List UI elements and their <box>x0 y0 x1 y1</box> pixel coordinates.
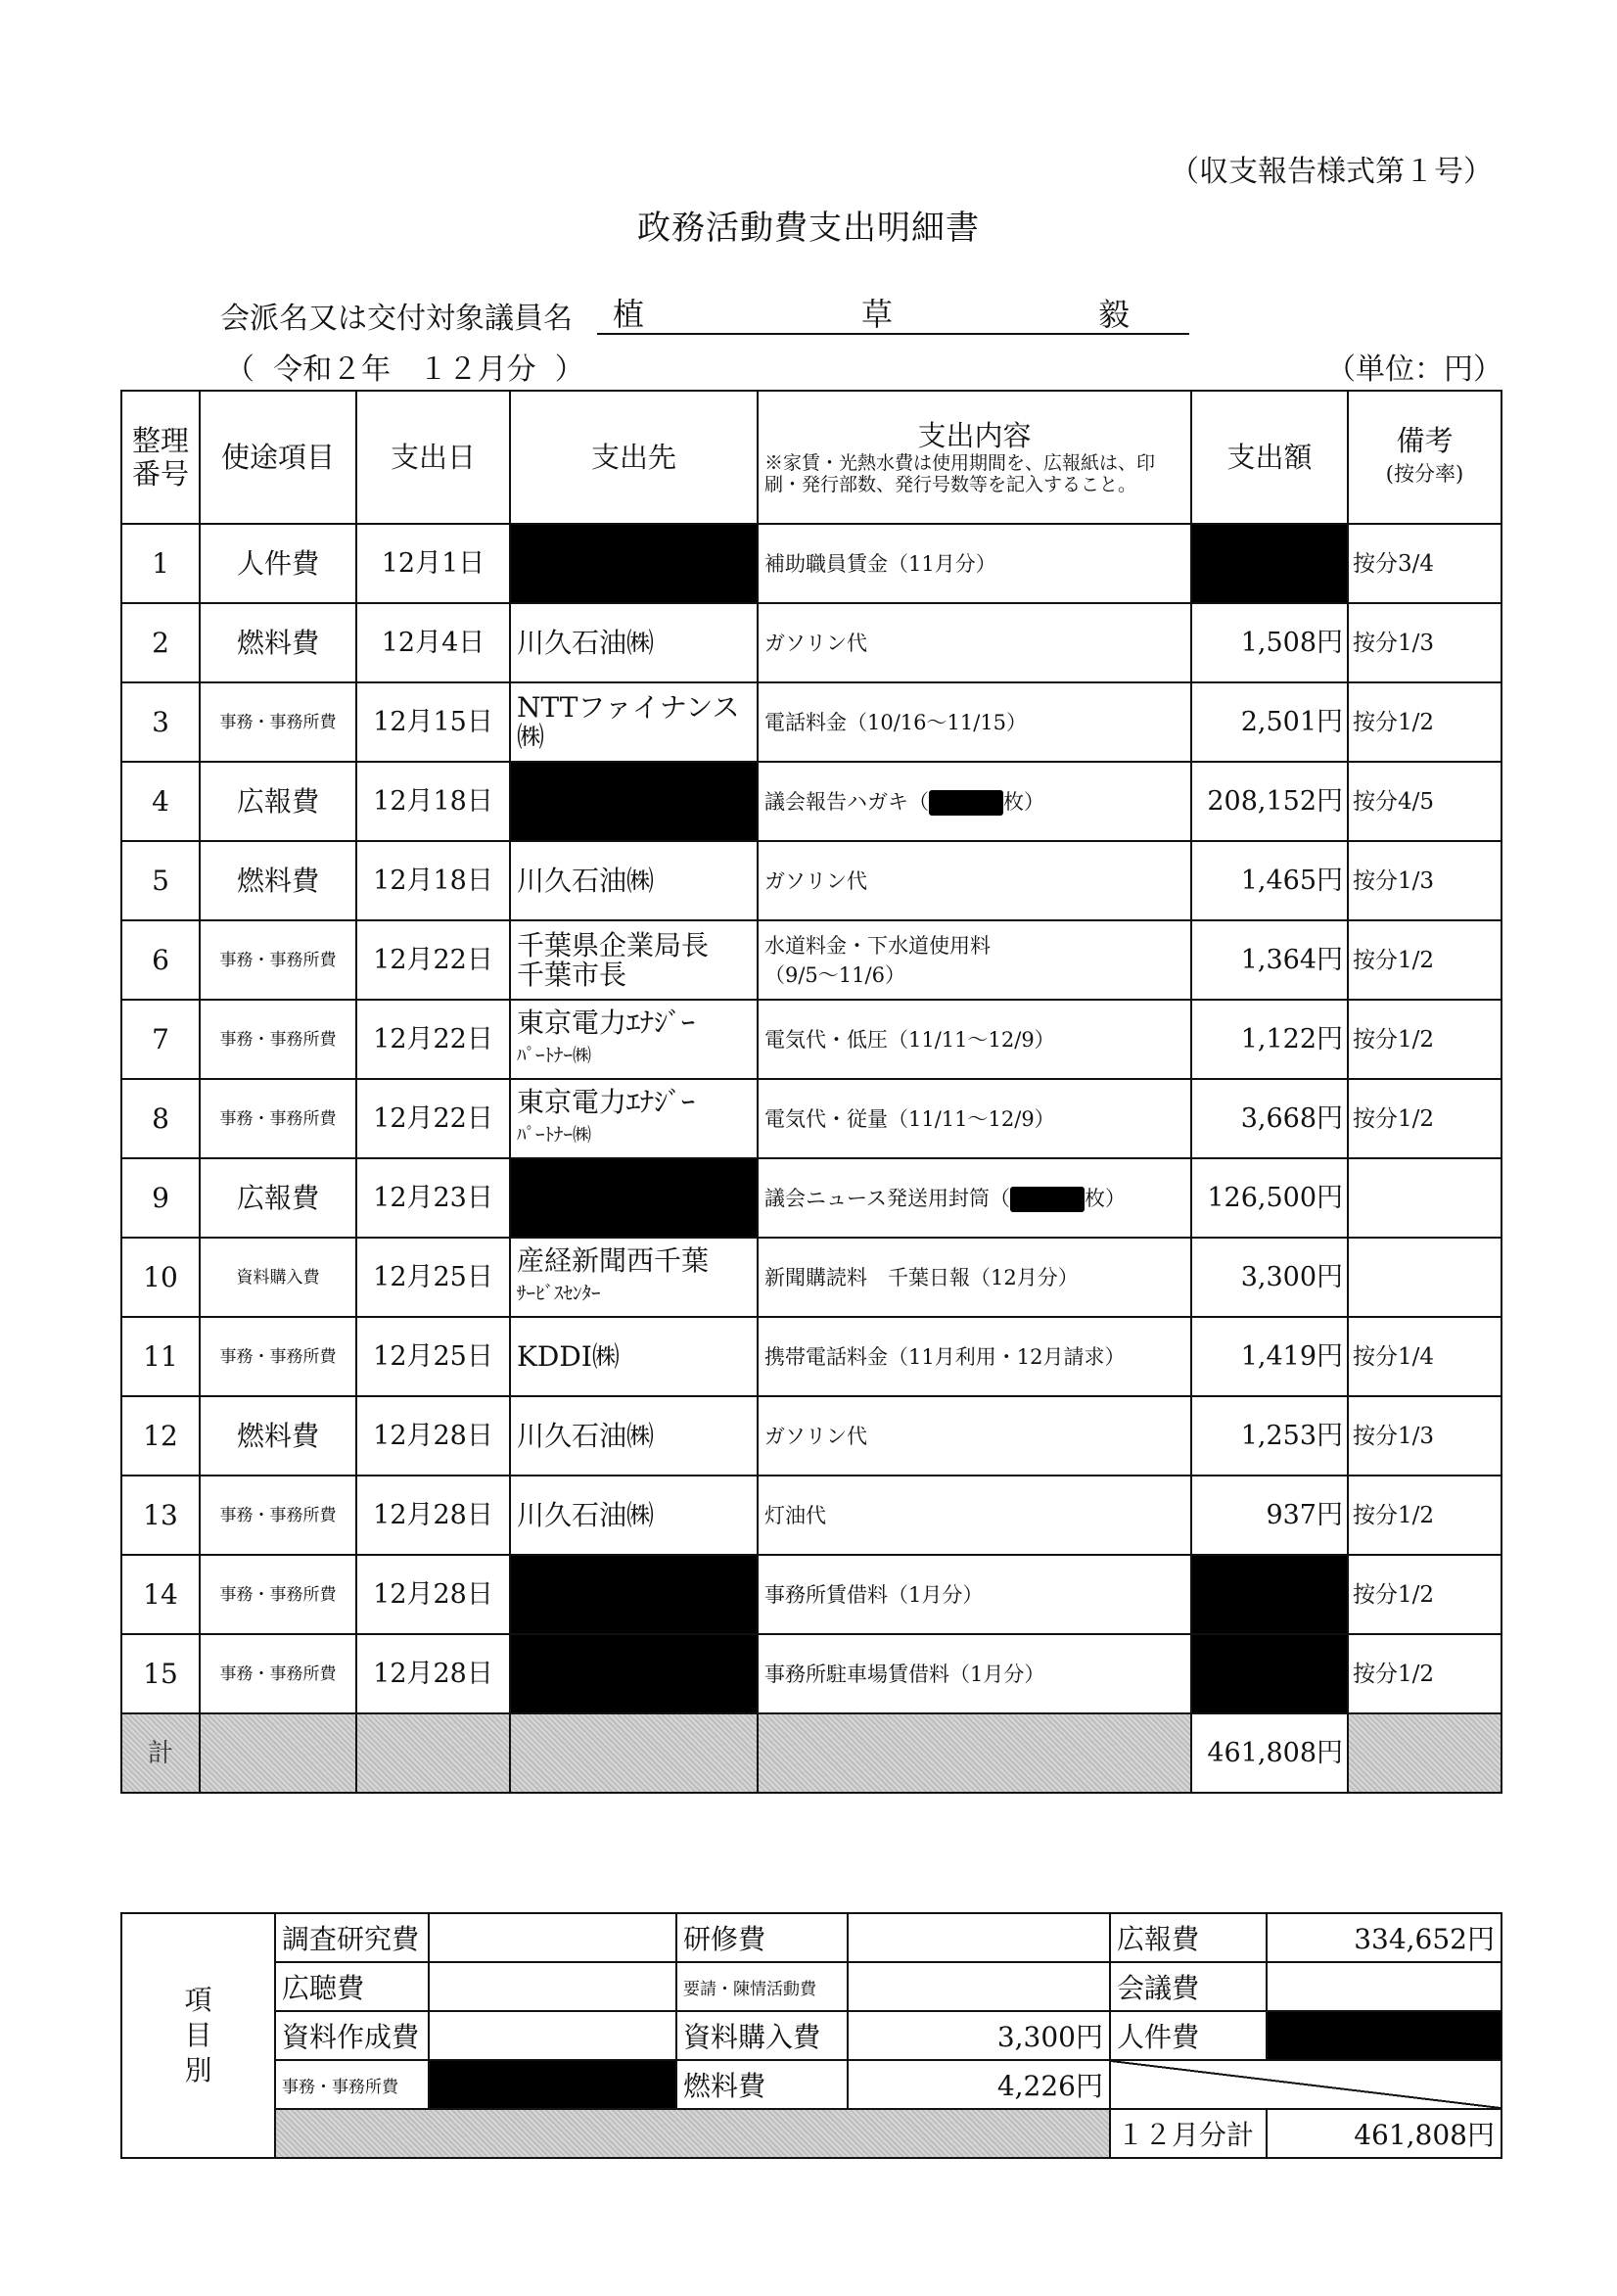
table-row <box>121 524 1502 603</box>
row-number: 14 <box>121 1555 200 1634</box>
summary-label: 事務・事務所費 <box>275 2060 429 2109</box>
row-number: 9 <box>121 1158 200 1238</box>
date-cell: 12月4日 <box>356 603 510 682</box>
remarks-cell: 按分1/2 <box>1348 920 1502 1000</box>
row-number: 5 <box>121 841 200 920</box>
member-name-char-2: 草 <box>861 296 894 333</box>
payee-redacted <box>510 1158 758 1238</box>
date-cell: 12月28日 <box>356 1396 510 1476</box>
payee-line: 産経新聞西千葉 <box>517 1244 710 1277</box>
expense-table <box>120 390 1502 1794</box>
category-summary-table <box>120 1912 1502 2159</box>
row-number: 1 <box>121 524 200 603</box>
payee-line: 千葉県企業局長 <box>517 928 710 961</box>
page-title: 政務活動費支出明細書 <box>637 209 980 248</box>
payee-redacted <box>510 762 758 841</box>
col-header-remarks <box>1348 391 1502 524</box>
col-header-desc <box>758 391 1191 524</box>
category-cell: 事務・事務所費 <box>200 1000 356 1079</box>
remarks-cell <box>1348 1158 1502 1238</box>
desc-cell: ガソリン代 <box>758 841 1191 920</box>
payee-cell: 川久石油㈱ <box>510 841 758 920</box>
table-row <box>121 762 1502 841</box>
amount-cell: 1,419円 <box>1191 1317 1348 1396</box>
row-number: 6 <box>121 920 200 1000</box>
amount-cell: 3,668円 <box>1191 1079 1348 1158</box>
payee-line: 東京電力ｴﾅｼﾞｰ <box>517 1086 696 1118</box>
summary-total-row <box>121 2109 1502 2158</box>
table-row <box>121 682 1502 762</box>
desc-cell <box>758 920 1191 1000</box>
table-row <box>121 1396 1502 1476</box>
desc-text: 枚） <box>1003 789 1044 814</box>
row-number: 10 <box>121 1238 200 1317</box>
summary-row <box>121 1913 1502 1962</box>
remarks-cell: 按分1/2 <box>1348 1000 1502 1079</box>
amount-redacted <box>1191 1634 1348 1713</box>
payee-line: 東京電力ｴﾅｼﾞｰ <box>517 1007 696 1039</box>
member-name <box>597 294 1189 335</box>
summary-total-label: １２月分計 <box>1110 2109 1267 2158</box>
summary-label: 燃料費 <box>676 2060 848 2109</box>
total-shade-cell <box>510 1713 758 1793</box>
date-cell: 12月25日 <box>356 1238 510 1317</box>
remarks-cell: 按分1/3 <box>1348 841 1502 920</box>
row-number: 15 <box>121 1634 200 1713</box>
table-row <box>121 1555 1502 1634</box>
redaction-box <box>929 790 1003 816</box>
summary-label: 資料購入費 <box>676 2011 848 2060</box>
summary-value <box>848 1962 1110 2011</box>
summary-value: 334,652円 <box>1267 1913 1502 1962</box>
date-cell: 12月25日 <box>356 1317 510 1396</box>
payee-cell: 川久石油㈱ <box>510 603 758 682</box>
summary-row <box>121 1962 1502 2011</box>
category-cell: 事務・事務所費 <box>200 1079 356 1158</box>
remarks-cell: 按分1/2 <box>1348 1079 1502 1158</box>
date-cell: 12月1日 <box>356 524 510 603</box>
payee-cell: 川久石油㈱ <box>510 1476 758 1555</box>
form-number: （収支報告様式第１号） <box>1170 155 1493 189</box>
category-cell: 広報費 <box>200 1158 356 1238</box>
total-label: 計 <box>121 1713 200 1793</box>
payee-cell <box>510 1000 758 1079</box>
table-row <box>121 1634 1502 1713</box>
table-row <box>121 1317 1502 1396</box>
summary-label: 広報費 <box>1110 1913 1267 1962</box>
row-number: 7 <box>121 1000 200 1079</box>
summary-label: 研修費 <box>676 1913 848 1962</box>
col-header-category: 使途項目 <box>200 391 356 524</box>
report-period: （ 令和２年 １２月分 ） <box>225 352 584 387</box>
desc-cell: 携帯電話料金（11月利用・12月請求） <box>758 1317 1191 1396</box>
row-number: 13 <box>121 1476 200 1555</box>
desc-cell: ガソリン代 <box>758 1396 1191 1476</box>
summary-value <box>429 1962 676 2011</box>
date-cell: 12月15日 <box>356 682 510 762</box>
date-cell: 12月18日 <box>356 762 510 841</box>
remarks-title: 備考 <box>1396 424 1454 457</box>
row-number: 12 <box>121 1396 200 1476</box>
table-row <box>121 1079 1502 1158</box>
remarks-cell: 按分1/2 <box>1348 1476 1502 1555</box>
payee-line: ﾊﾟｰﾄﾅｰ㈱ <box>517 1124 592 1146</box>
category-cell: 事務・事務所費 <box>200 1555 356 1634</box>
desc-cell: ガソリン代 <box>758 603 1191 682</box>
desc-cell <box>758 762 1191 841</box>
remarks-cell: 按分1/2 <box>1348 1634 1502 1713</box>
desc-cell: 灯油代 <box>758 1476 1191 1555</box>
amount-cell: 1,508円 <box>1191 603 1348 682</box>
date-cell: 12月22日 <box>356 1000 510 1079</box>
row-header-char: 別 <box>184 2054 212 2086</box>
category-cell: 事務・事務所費 <box>200 1634 356 1713</box>
desc-cell: 電気代・低圧（11/11～12/9） <box>758 1000 1191 1079</box>
amount-cell: 1,122円 <box>1191 1000 1348 1079</box>
remarks-cell: 按分1/3 <box>1348 1396 1502 1476</box>
desc-line: （9/5～11/6） <box>764 962 905 987</box>
payee-cell <box>510 1238 758 1317</box>
payee-redacted <box>510 1634 758 1713</box>
row-number: 2 <box>121 603 200 682</box>
summary-value <box>429 2011 676 2060</box>
desc-cell: 事務所賃借料（1月分） <box>758 1555 1191 1634</box>
summary-label: 広聴費 <box>275 1962 429 2011</box>
category-cell: 事務・事務所費 <box>200 682 356 762</box>
summary-row-header <box>121 1913 275 2158</box>
remarks-sub: (按分率) <box>1385 462 1464 486</box>
date-cell: 12月28日 <box>356 1634 510 1713</box>
summary-value <box>1267 1962 1502 2011</box>
category-cell: 燃料費 <box>200 841 356 920</box>
table-row <box>121 1158 1502 1238</box>
remarks-cell: 按分1/2 <box>1348 682 1502 762</box>
row-number: 4 <box>121 762 200 841</box>
remarks-cell: 按分4/5 <box>1348 762 1502 841</box>
summary-label: 要請・陳情活動費 <box>676 1962 848 2011</box>
table-row <box>121 1238 1502 1317</box>
col-header-amount: 支出額 <box>1191 391 1348 524</box>
date-cell: 12月18日 <box>356 841 510 920</box>
summary-row <box>121 2060 1502 2109</box>
amount-cell: 937円 <box>1191 1476 1348 1555</box>
summary-value <box>429 1913 676 1962</box>
date-cell: 12月23日 <box>356 1158 510 1238</box>
payee-redacted <box>510 524 758 603</box>
amount-cell: 1,253円 <box>1191 1396 1348 1476</box>
date-cell: 12月22日 <box>356 920 510 1000</box>
desc-cell: 事務所駐車場賃借料（1月分） <box>758 1634 1191 1713</box>
summary-diagonal-cell <box>1110 2060 1502 2109</box>
desc-title: 支出内容 <box>917 419 1032 452</box>
date-cell: 12月28日 <box>356 1555 510 1634</box>
total-shade-cell <box>200 1713 356 1793</box>
total-shade-cell <box>758 1713 1191 1793</box>
summary-total-value: 461,808円 <box>1267 2109 1502 2158</box>
row-number: 8 <box>121 1079 200 1158</box>
summary-shade-cell <box>275 2109 1110 2158</box>
summary-label: 資料作成費 <box>275 2011 429 2060</box>
amount-cell: 2,501円 <box>1191 682 1348 762</box>
summary-value: 4,226円 <box>848 2060 1110 2109</box>
payee-cell <box>510 1079 758 1158</box>
desc-cell <box>758 1158 1191 1238</box>
col-header-payee: 支出先 <box>510 391 758 524</box>
remarks-cell: 按分1/3 <box>1348 603 1502 682</box>
amount-cell: 208,152円 <box>1191 762 1348 841</box>
total-row <box>121 1713 1502 1793</box>
amount-cell: 1,465円 <box>1191 841 1348 920</box>
table-row <box>121 603 1502 682</box>
desc-note: ※家賃・光熱水費は使用期間を、広報紙は、印刷・発行部数、発行号数等を記入すること。 <box>764 452 1156 495</box>
amount-redacted <box>1191 524 1348 603</box>
category-cell: 事務・事務所費 <box>200 920 356 1000</box>
category-cell: 資料購入費 <box>200 1238 356 1317</box>
table-header-row <box>121 391 1502 524</box>
payee-cell <box>510 920 758 1000</box>
payee-line: ﾊﾟｰﾄﾅｰ㈱ <box>517 1045 592 1066</box>
member-label: 会派名又は交付対象議員名 <box>220 302 573 336</box>
desc-cell: 電気代・従量（11/11～12/9） <box>758 1079 1191 1158</box>
summary-value-redacted <box>429 2060 676 2109</box>
row-header-char: 目 <box>184 2019 212 2051</box>
category-cell: 燃料費 <box>200 603 356 682</box>
amount-cell: 3,300円 <box>1191 1238 1348 1317</box>
unit-label: （単位：円） <box>1326 352 1502 387</box>
remarks-cell: 按分1/2 <box>1348 1555 1502 1634</box>
summary-value <box>848 1913 1110 1962</box>
payee-line: 千葉市長 <box>517 958 627 991</box>
summary-value: 3,300円 <box>848 2011 1110 2060</box>
date-cell: 12月28日 <box>356 1476 510 1555</box>
member-name-char-3: 毅 <box>1098 296 1131 333</box>
payee-cell: KDDI㈱ <box>510 1317 758 1396</box>
desc-text: 議会報告ハガキ（ <box>764 789 929 814</box>
remarks-cell: 按分1/4 <box>1348 1317 1502 1396</box>
amount-cell: 1,364円 <box>1191 920 1348 1000</box>
table-row <box>121 1000 1502 1079</box>
col-header-date: 支出日 <box>356 391 510 524</box>
summary-label: 調査研究費 <box>275 1913 429 1962</box>
summary-value-redacted <box>1267 2011 1502 2060</box>
total-amount: 461,808円 <box>1191 1713 1348 1793</box>
summary-label: 会議費 <box>1110 1962 1267 2011</box>
payee-cell: 川久石油㈱ <box>510 1396 758 1476</box>
category-cell: 事務・事務所費 <box>200 1476 356 1555</box>
row-number: 3 <box>121 682 200 762</box>
date-cell: 12月22日 <box>356 1079 510 1158</box>
desc-text: 議会ニュース発送用封筒（ <box>764 1186 1010 1210</box>
table-row <box>121 1476 1502 1555</box>
desc-cell: 補助職員賃金（11月分） <box>758 524 1191 603</box>
row-header-char: 項 <box>184 1984 212 2016</box>
category-cell: 広報費 <box>200 762 356 841</box>
table-row <box>121 920 1502 1000</box>
summary-label: 人件費 <box>1110 2011 1267 2060</box>
col-header-no: 整理番号 <box>121 391 200 524</box>
desc-cell: 新聞購読料 千葉日報（12月分） <box>758 1238 1191 1317</box>
remarks-cell: 按分3/4 <box>1348 524 1502 603</box>
remarks-cell <box>1348 1238 1502 1317</box>
summary-row <box>121 2011 1502 2060</box>
category-cell: 事務・事務所費 <box>200 1317 356 1396</box>
amount-cell: 126,500円 <box>1191 1158 1348 1238</box>
category-cell: 人件費 <box>200 524 356 603</box>
row-number: 11 <box>121 1317 200 1396</box>
table-row <box>121 841 1502 920</box>
desc-cell: 電話料金（10/16～11/15） <box>758 682 1191 762</box>
payee-line: ｻｰﾋﾞｽｾﾝﾀｰ <box>517 1283 601 1304</box>
category-cell: 燃料費 <box>200 1396 356 1476</box>
amount-redacted <box>1191 1555 1348 1634</box>
payee-cell: NTTファイナンス㈱ <box>510 682 758 762</box>
redaction-box <box>1010 1187 1085 1212</box>
member-name-char-1: 植 <box>613 296 645 333</box>
desc-text: 枚） <box>1084 1186 1126 1210</box>
desc-line: 水道料金・下水道使用料 <box>764 933 991 958</box>
total-shade-cell <box>1348 1713 1502 1793</box>
payee-redacted <box>510 1555 758 1634</box>
total-shade-cell <box>356 1713 510 1793</box>
